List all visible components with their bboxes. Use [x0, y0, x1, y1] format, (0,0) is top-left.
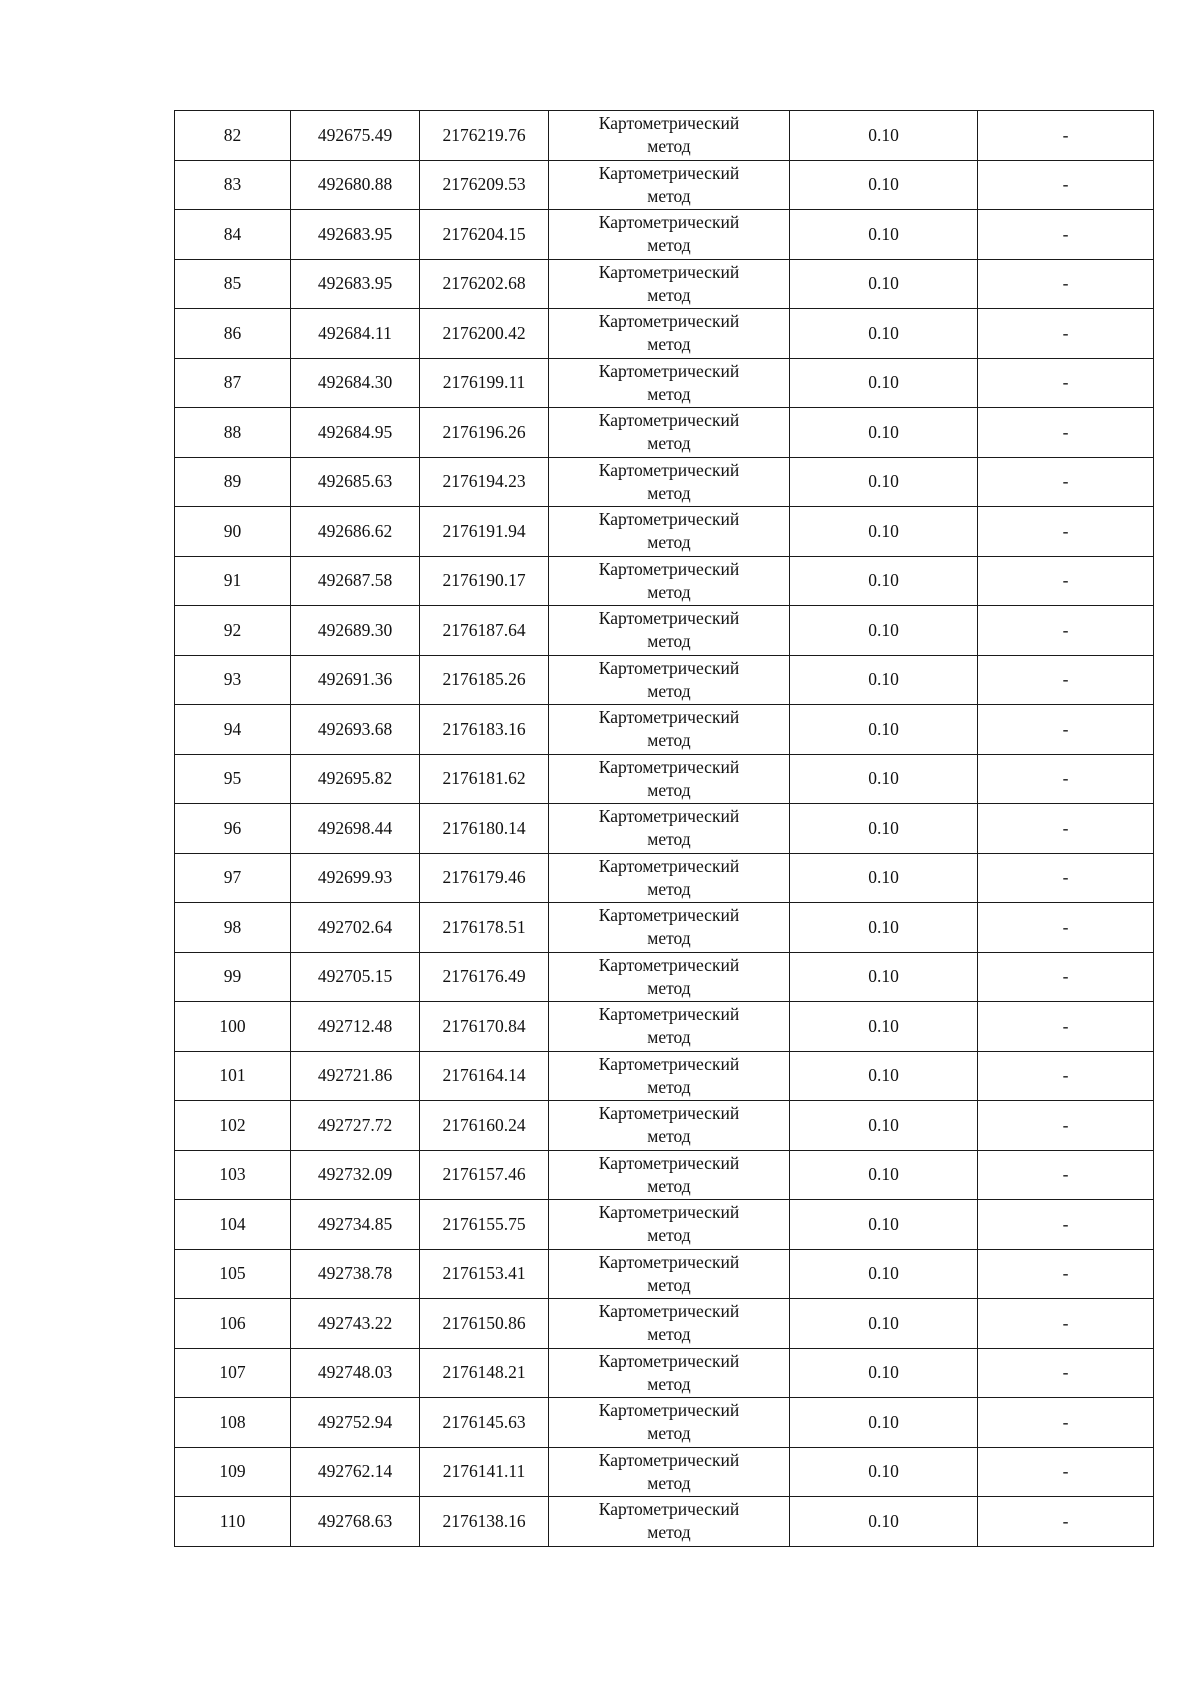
point-number-cell: 104	[175, 1200, 291, 1250]
method-cell	[549, 655, 790, 705]
x-coordinate-cell: 492680.88	[291, 160, 420, 210]
table-row	[175, 1200, 1154, 1250]
method-cell	[549, 1150, 790, 1200]
accuracy-cell: 0.10	[790, 1200, 978, 1250]
point-number-cell: 84	[175, 210, 291, 260]
x-coordinate-cell: 492698.44	[291, 804, 420, 854]
method-cell	[549, 259, 790, 309]
x-coordinate-cell: 492734.85	[291, 1200, 420, 1250]
y-coordinate-cell: 2176219.76	[420, 111, 549, 161]
point-number-cell: 97	[175, 853, 291, 903]
point-number-cell: 98	[175, 903, 291, 953]
description-cell: -	[978, 1200, 1154, 1250]
description-cell: -	[978, 754, 1154, 804]
description-cell: -	[978, 507, 1154, 557]
y-coordinate-cell: 2176160.24	[420, 1101, 549, 1151]
y-coordinate-cell: 2176190.17	[420, 556, 549, 606]
point-number-cell: 110	[175, 1497, 291, 1547]
accuracy-cell: 0.10	[790, 804, 978, 854]
point-number-cell: 108	[175, 1398, 291, 1448]
x-coordinate-cell: 492738.78	[291, 1249, 420, 1299]
x-coordinate-cell: 492743.22	[291, 1299, 420, 1349]
accuracy-cell: 0.10	[790, 1497, 978, 1547]
description-cell: -	[978, 111, 1154, 161]
point-number-cell: 96	[175, 804, 291, 854]
x-coordinate-cell: 492684.30	[291, 358, 420, 408]
accuracy-cell: 0.10	[790, 1002, 978, 1052]
accuracy-cell: 0.10	[790, 358, 978, 408]
y-coordinate-cell: 2176199.11	[420, 358, 549, 408]
method-cell	[549, 606, 790, 656]
description-cell: -	[978, 556, 1154, 606]
method-cell	[549, 1497, 790, 1547]
method-cell	[549, 1002, 790, 1052]
table-row	[175, 606, 1154, 656]
method-text: Картометрический метод	[598, 113, 740, 157]
method-text: Картометрический метод	[598, 1103, 740, 1147]
point-number-cell: 94	[175, 705, 291, 755]
point-number-cell: 106	[175, 1299, 291, 1349]
table-row	[175, 903, 1154, 953]
accuracy-cell: 0.10	[790, 457, 978, 507]
table-row	[175, 309, 1154, 359]
method-text: Картометрический метод	[598, 558, 740, 602]
table-row	[175, 556, 1154, 606]
table-row	[175, 408, 1154, 458]
description-cell: -	[978, 1398, 1154, 1448]
y-coordinate-cell: 2176200.42	[420, 309, 549, 359]
method-cell	[549, 210, 790, 260]
method-cell	[549, 507, 790, 557]
method-text: Картометрический метод	[598, 1152, 740, 1196]
description-cell: -	[978, 655, 1154, 705]
method-text: Картометрический метод	[598, 509, 740, 553]
point-number-cell: 82	[175, 111, 291, 161]
method-text: Картометрический метод	[598, 1350, 740, 1394]
method-text: Картометрический метод	[598, 1251, 740, 1295]
accuracy-cell: 0.10	[790, 309, 978, 359]
x-coordinate-cell: 492732.09	[291, 1150, 420, 1200]
description-cell: -	[978, 1497, 1154, 1547]
point-number-cell: 88	[175, 408, 291, 458]
y-coordinate-cell: 2176170.84	[420, 1002, 549, 1052]
description-cell: -	[978, 408, 1154, 458]
y-coordinate-cell: 2176204.15	[420, 210, 549, 260]
method-cell	[549, 111, 790, 161]
point-number-cell: 90	[175, 507, 291, 557]
point-number-cell: 83	[175, 160, 291, 210]
point-number-cell: 100	[175, 1002, 291, 1052]
y-coordinate-cell: 2176185.26	[420, 655, 549, 705]
table-row	[175, 210, 1154, 260]
x-coordinate-cell: 492687.58	[291, 556, 420, 606]
method-text: Картометрический метод	[598, 1053, 740, 1097]
x-coordinate-cell: 492684.11	[291, 309, 420, 359]
method-cell	[549, 1200, 790, 1250]
table-row	[175, 804, 1154, 854]
table-row	[175, 1398, 1154, 1448]
y-coordinate-cell: 2176202.68	[420, 259, 549, 309]
point-number-cell: 107	[175, 1348, 291, 1398]
method-cell	[549, 1348, 790, 1398]
table-row	[175, 1447, 1154, 1497]
method-cell	[549, 903, 790, 953]
point-number-cell: 87	[175, 358, 291, 408]
accuracy-cell: 0.10	[790, 408, 978, 458]
method-cell	[549, 1101, 790, 1151]
table-row	[175, 1101, 1154, 1151]
y-coordinate-cell: 2176178.51	[420, 903, 549, 953]
y-coordinate-cell: 2176164.14	[420, 1051, 549, 1101]
y-coordinate-cell: 2176145.63	[420, 1398, 549, 1448]
accuracy-cell: 0.10	[790, 210, 978, 260]
accuracy-cell: 0.10	[790, 1447, 978, 1497]
x-coordinate-cell: 492768.63	[291, 1497, 420, 1547]
method-text: Картометрический метод	[598, 657, 740, 701]
table-row	[175, 952, 1154, 1002]
x-coordinate-cell: 492689.30	[291, 606, 420, 656]
x-coordinate-cell: 492752.94	[291, 1398, 420, 1448]
coordinates-table	[174, 110, 1154, 1547]
y-coordinate-cell: 2176176.49	[420, 952, 549, 1002]
method-text: Картометрический метод	[598, 905, 740, 949]
method-cell	[549, 408, 790, 458]
method-text: Картометрический метод	[598, 1400, 740, 1444]
point-number-cell: 93	[175, 655, 291, 705]
x-coordinate-cell: 492684.95	[291, 408, 420, 458]
table-row	[175, 358, 1154, 408]
point-number-cell: 89	[175, 457, 291, 507]
method-cell	[549, 160, 790, 210]
method-text: Картометрический метод	[598, 855, 740, 899]
y-coordinate-cell: 2176196.26	[420, 408, 549, 458]
method-cell	[549, 457, 790, 507]
method-text: Картометрический метод	[598, 1202, 740, 1246]
method-cell	[549, 853, 790, 903]
method-text: Картометрический метод	[598, 707, 740, 751]
y-coordinate-cell: 2176180.14	[420, 804, 549, 854]
point-number-cell: 91	[175, 556, 291, 606]
point-number-cell: 86	[175, 309, 291, 359]
point-number-cell: 101	[175, 1051, 291, 1101]
method-cell	[549, 952, 790, 1002]
method-text: Картометрический метод	[598, 261, 740, 305]
x-coordinate-cell: 492721.86	[291, 1051, 420, 1101]
method-cell	[549, 804, 790, 854]
method-text: Картометрический метод	[598, 360, 740, 404]
point-number-cell: 103	[175, 1150, 291, 1200]
method-cell	[549, 309, 790, 359]
accuracy-cell: 0.10	[790, 111, 978, 161]
method-text: Картометрический метод	[598, 1499, 740, 1543]
y-coordinate-cell: 2176150.86	[420, 1299, 549, 1349]
method-cell	[549, 358, 790, 408]
x-coordinate-cell: 492691.36	[291, 655, 420, 705]
table-row	[175, 160, 1154, 210]
method-text: Картометрический метод	[598, 608, 740, 652]
description-cell: -	[978, 1249, 1154, 1299]
x-coordinate-cell: 492683.95	[291, 259, 420, 309]
point-number-cell: 99	[175, 952, 291, 1002]
accuracy-cell: 0.10	[790, 705, 978, 755]
description-cell: -	[978, 1150, 1154, 1200]
method-text: Картометрический метод	[598, 162, 740, 206]
accuracy-cell: 0.10	[790, 556, 978, 606]
x-coordinate-cell: 492686.62	[291, 507, 420, 557]
description-cell: -	[978, 457, 1154, 507]
accuracy-cell: 0.10	[790, 1051, 978, 1101]
x-coordinate-cell: 492727.72	[291, 1101, 420, 1151]
description-cell: -	[978, 853, 1154, 903]
description-cell: -	[978, 210, 1154, 260]
point-number-cell: 102	[175, 1101, 291, 1151]
table-row	[175, 1002, 1154, 1052]
point-number-cell: 85	[175, 259, 291, 309]
y-coordinate-cell: 2176138.16	[420, 1497, 549, 1547]
method-cell	[549, 1249, 790, 1299]
description-cell: -	[978, 804, 1154, 854]
table-row	[175, 1348, 1154, 1398]
accuracy-cell: 0.10	[790, 655, 978, 705]
method-text: Картометрический метод	[598, 459, 740, 503]
table-row	[175, 111, 1154, 161]
method-cell	[549, 1051, 790, 1101]
description-cell: -	[978, 1348, 1154, 1398]
x-coordinate-cell: 492702.64	[291, 903, 420, 953]
method-cell	[549, 754, 790, 804]
y-coordinate-cell: 2176183.16	[420, 705, 549, 755]
description-cell: -	[978, 705, 1154, 755]
accuracy-cell: 0.10	[790, 903, 978, 953]
table-row	[175, 853, 1154, 903]
x-coordinate-cell: 492712.48	[291, 1002, 420, 1052]
y-coordinate-cell: 2176187.64	[420, 606, 549, 656]
x-coordinate-cell: 492699.93	[291, 853, 420, 903]
x-coordinate-cell: 492748.03	[291, 1348, 420, 1398]
description-cell: -	[978, 903, 1154, 953]
y-coordinate-cell: 2176179.46	[420, 853, 549, 903]
accuracy-cell: 0.10	[790, 853, 978, 903]
accuracy-cell: 0.10	[790, 507, 978, 557]
method-text: Картометрический метод	[598, 410, 740, 454]
y-coordinate-cell: 2176141.11	[420, 1447, 549, 1497]
x-coordinate-cell: 492705.15	[291, 952, 420, 1002]
y-coordinate-cell: 2176181.62	[420, 754, 549, 804]
accuracy-cell: 0.10	[790, 1150, 978, 1200]
method-text: Картометрический метод	[598, 1449, 740, 1493]
y-coordinate-cell: 2176155.75	[420, 1200, 549, 1250]
table-row	[175, 1497, 1154, 1547]
accuracy-cell: 0.10	[790, 259, 978, 309]
method-cell	[549, 705, 790, 755]
accuracy-cell: 0.10	[790, 754, 978, 804]
x-coordinate-cell: 492693.68	[291, 705, 420, 755]
accuracy-cell: 0.10	[790, 1398, 978, 1448]
accuracy-cell: 0.10	[790, 1299, 978, 1349]
point-number-cell: 92	[175, 606, 291, 656]
description-cell: -	[978, 1447, 1154, 1497]
coordinates-table-body	[175, 111, 1154, 1547]
point-number-cell: 105	[175, 1249, 291, 1299]
y-coordinate-cell: 2176153.41	[420, 1249, 549, 1299]
table-row	[175, 457, 1154, 507]
accuracy-cell: 0.10	[790, 1348, 978, 1398]
table-row	[175, 1150, 1154, 1200]
accuracy-cell: 0.10	[790, 1101, 978, 1151]
method-text: Картометрический метод	[598, 212, 740, 256]
method-text: Картометрический метод	[598, 954, 740, 998]
method-text: Картометрический метод	[598, 756, 740, 800]
x-coordinate-cell: 492695.82	[291, 754, 420, 804]
description-cell: -	[978, 358, 1154, 408]
x-coordinate-cell: 492683.95	[291, 210, 420, 260]
y-coordinate-cell: 2176194.23	[420, 457, 549, 507]
accuracy-cell: 0.10	[790, 606, 978, 656]
x-coordinate-cell: 492762.14	[291, 1447, 420, 1497]
y-coordinate-cell: 2176157.46	[420, 1150, 549, 1200]
accuracy-cell: 0.10	[790, 160, 978, 210]
table-row	[175, 259, 1154, 309]
description-cell: -	[978, 160, 1154, 210]
method-cell	[549, 1299, 790, 1349]
description-cell: -	[978, 309, 1154, 359]
description-cell: -	[978, 1101, 1154, 1151]
description-cell: -	[978, 952, 1154, 1002]
y-coordinate-cell: 2176209.53	[420, 160, 549, 210]
y-coordinate-cell: 2176191.94	[420, 507, 549, 557]
method-text: Картометрический метод	[598, 311, 740, 355]
table-row	[175, 507, 1154, 557]
y-coordinate-cell: 2176148.21	[420, 1348, 549, 1398]
x-coordinate-cell: 492685.63	[291, 457, 420, 507]
method-text: Картометрический метод	[598, 1004, 740, 1048]
accuracy-cell: 0.10	[790, 952, 978, 1002]
accuracy-cell: 0.10	[790, 1249, 978, 1299]
method-cell	[549, 1447, 790, 1497]
method-text: Картометрический метод	[598, 1301, 740, 1345]
table-row	[175, 705, 1154, 755]
method-cell	[549, 1398, 790, 1448]
x-coordinate-cell: 492675.49	[291, 111, 420, 161]
description-cell: -	[978, 606, 1154, 656]
point-number-cell: 109	[175, 1447, 291, 1497]
table-row	[175, 1051, 1154, 1101]
description-cell: -	[978, 1002, 1154, 1052]
table-row	[175, 655, 1154, 705]
method-cell	[549, 556, 790, 606]
description-cell: -	[978, 1051, 1154, 1101]
description-cell: -	[978, 1299, 1154, 1349]
method-text: Картометрический метод	[598, 806, 740, 850]
table-row	[175, 1299, 1154, 1349]
description-cell: -	[978, 259, 1154, 309]
table-row	[175, 754, 1154, 804]
table-row	[175, 1249, 1154, 1299]
point-number-cell: 95	[175, 754, 291, 804]
